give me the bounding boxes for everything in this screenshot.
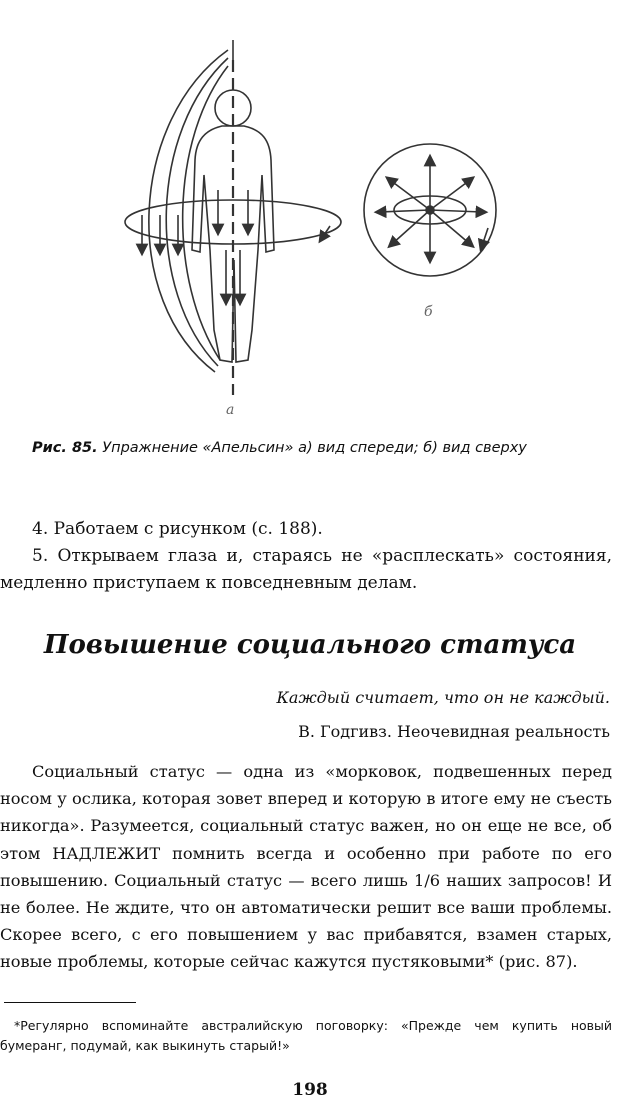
- figure-label-b: б: [424, 304, 433, 320]
- step-5: 5. Открываем глаза и, стараясь не «расплескать» состояния, медленно приступаем к повседневным делам.: [0, 546, 612, 593]
- front-view-illustration: [125, 40, 341, 395]
- epigraph-source: В. Годгивз. Неочевидная реальность: [298, 722, 610, 741]
- footnote-divider: [4, 1002, 136, 1003]
- footnote: *Регулярно вспоминайте австралийскую поговорку: «Прежде чем купить новый бумеранг, подумай, как выкинуть старый!»: [0, 1018, 612, 1053]
- step-4: 4. Работаем с рисунком (с. 188).: [32, 519, 323, 539]
- main-paragraph: Социальный статус — одна из «морковок, подвешенных перед носом у ослика, которая зовет вперед и которую в итоге ему не съесть никогда». Разумеется, социальный статус важен, но он еще не все, об этом НАДЛЕЖИТ помнить всегда и особенно при работе по его повышению. Социальный статус — всего лишь 1/6 наших запросов! И не более. Не ждите, что он автоматически решит все ваши проблемы. Скорее всего, с его повышением у вас прибавятся, взамен старых, новые проблемы, которые сейчас кажутся пустяковыми* (рис. 87).: [0, 762, 612, 972]
- top-view-illustration: [364, 144, 496, 276]
- figure-85: [0, 0, 620, 430]
- caption-number: Рис. 85.: [32, 440, 98, 456]
- step-list: [0, 516, 612, 597]
- caption-text: Упражнение «Апельсин» а) вид спереди; б) вид сверху: [97, 440, 527, 456]
- epigraph: Каждый считает, что он не каждый.: [276, 688, 610, 707]
- figure-caption: [32, 440, 612, 456]
- figure-label-a: а: [226, 402, 235, 418]
- page-number: 198: [292, 1080, 328, 1100]
- section-title: Повышение социального статуса: [43, 630, 577, 660]
